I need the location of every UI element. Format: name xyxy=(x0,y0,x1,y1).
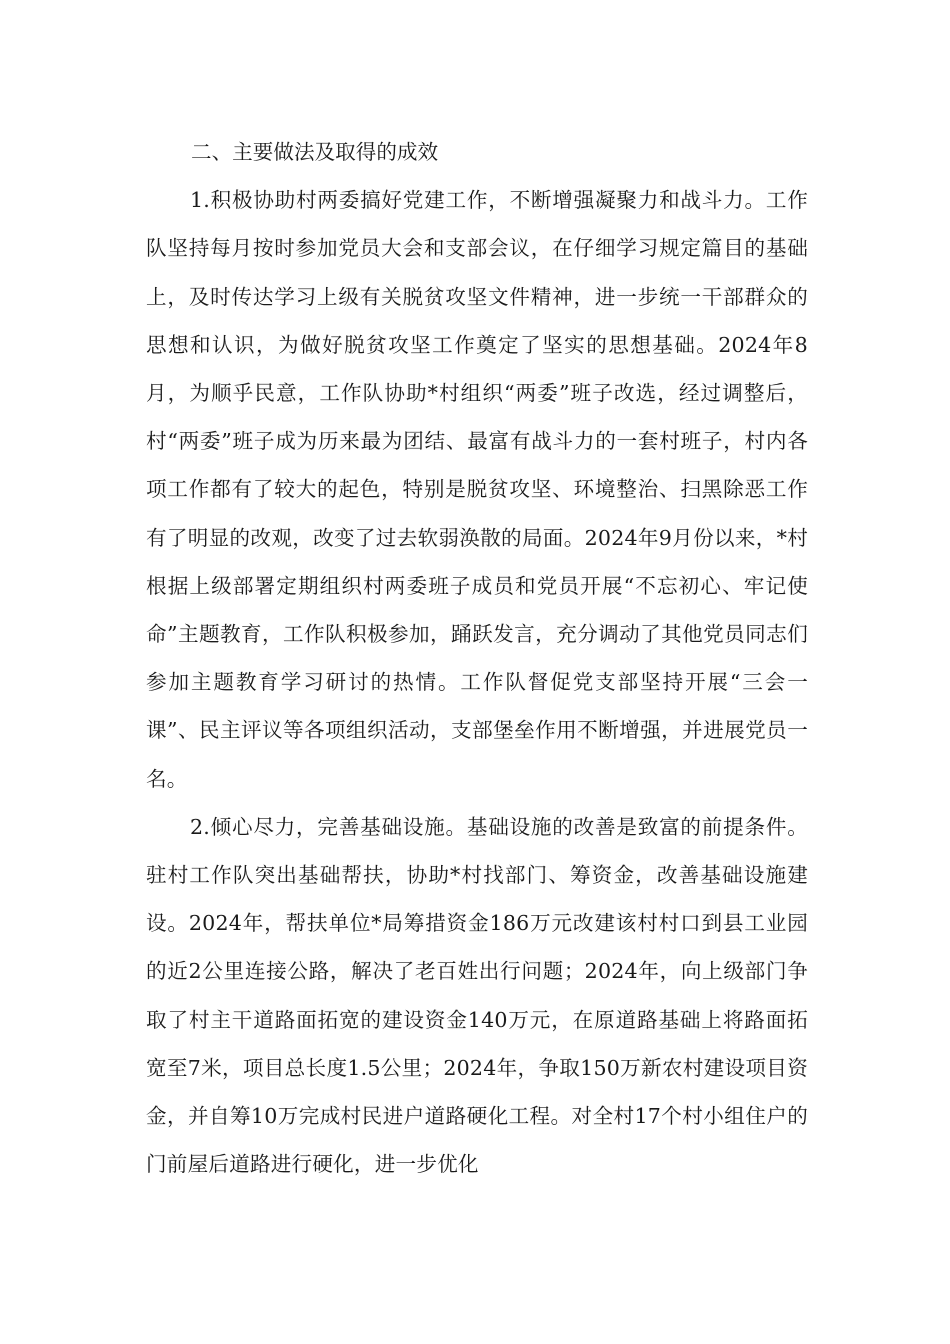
paragraph-party-building: 1.积极协助村两委搞好党建工作，不断增强凝聚力和战斗力。工作队坚持每月按时参加党员大会和支部会议，在仔细学习规定篇目的基础上，及时传达学习上级有关脱贫攻坚文件精神，进一步统一干部群众的思想和认识，为做好脱贫攻坚工作奠定了坚实的思想基础。2024年8月，为顺乎民意，工作队协助*村组织“两委”班子改选，经过调整后，村“两委”班子成为历来最为团结、最富有战斗力的一套村班子，村内各项工作都有了较大的起色，特别是脱贫攻坚、环境整治、扫黑除恶工作有了明显的改观，改变了过去软弱涣散的局面。2024年9月份以来，*村根据上级部署定期组织村两委班子成员和党员开展“不忘初心、牢记使命”主题教育，工作队积极参加，踊跃发言，充分调动了其他党员同志们参加主题教育学习研讨的热情。工作队督促党支部坚持开展“三会一课”、民主评议等各项组织活动，支部堡垒作用不断增强，并进展党员一名。 xyxy=(146,188,808,791)
paragraph-infrastructure: 2.倾心尽力，完善基础设施。基础设施的改善是致富的前提条件。驻村工作队突出基础帮扶，协助*村找部门、筹资金，改善基础设施建设。2024年，帮扶单位*局筹措资金186万元改建该村村口到县工业园的近2公里连接公路，解决了老百姓出行问题；2024年，向上级部门争取了村主干道路面拓宽的建设资金140万元，在原道路基础上将路面拓宽至7米，项目总长度1.5公里；2024年，争取150万新农村建设项目资金，并自筹10万完成村民进户道路硬化工程。对全村17个村小组住户的门前屋后道路进行硬化，进一步优化 xyxy=(146,814,808,1177)
document-body xyxy=(146,128,808,1188)
section-heading: 二、主要做法及取得的成效 xyxy=(191,140,439,164)
